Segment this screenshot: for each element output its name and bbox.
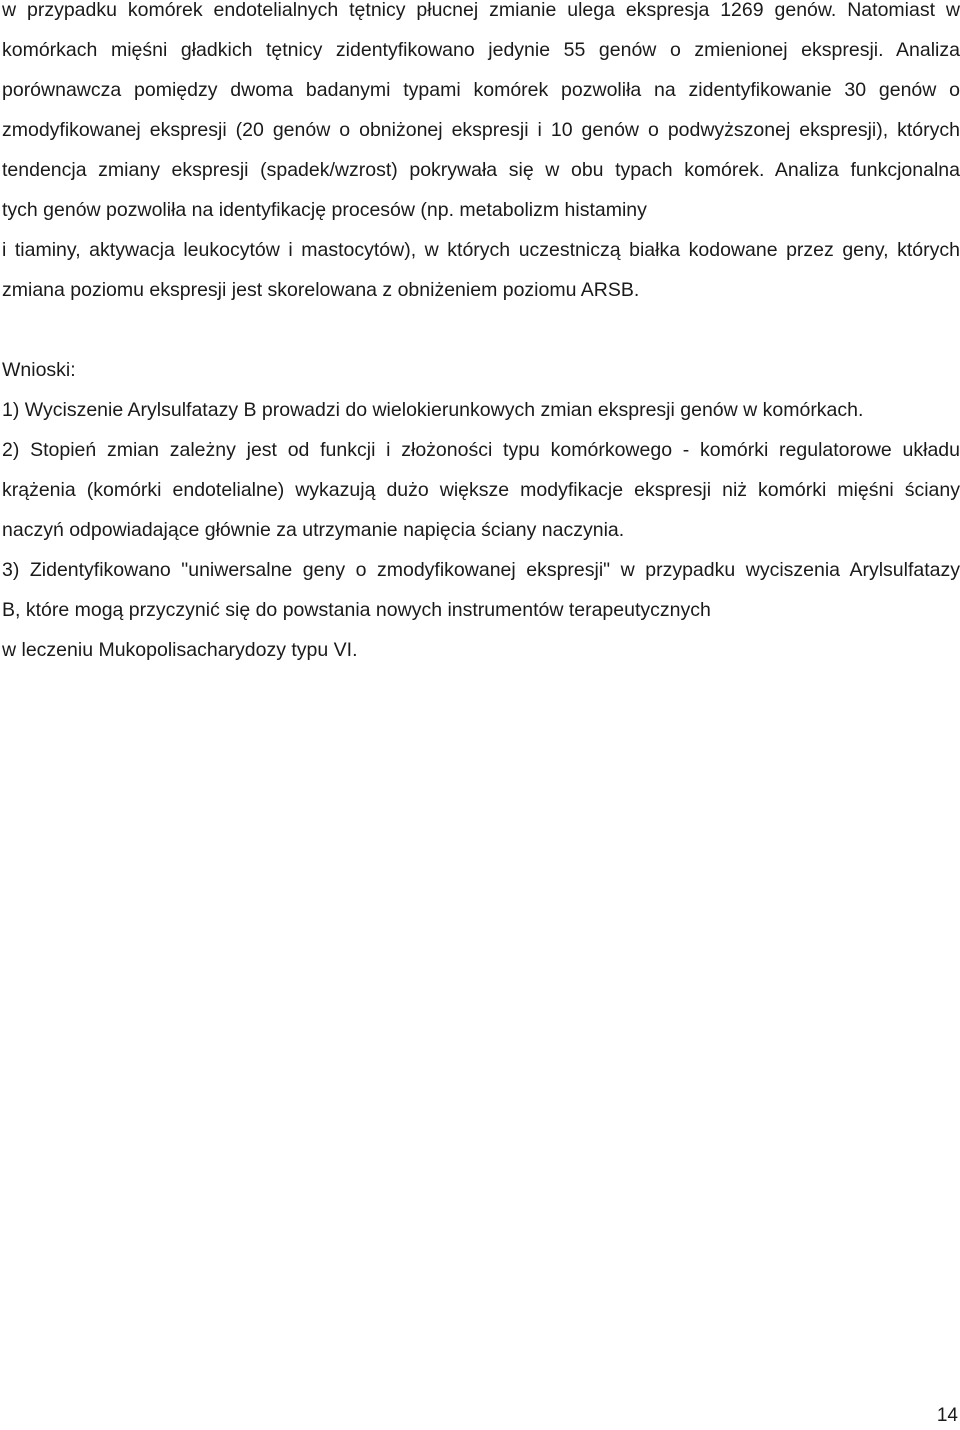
conclusion-line: 2) Stopień zmian zależny jest od funkcji i złożoności typu komórkowego - komórki regulatorowe układu xyxy=(2,439,960,461)
paragraph-line: tych genów pozwoliła na identyfikację procesów (np. metabolizm histaminy xyxy=(2,199,647,221)
paragraph-line: zmiana poziomu ekspresji jest skorelowana z obniżeniem poziomu ARSB. xyxy=(2,279,640,301)
paragraph-line: w przypadku komórek endotelialnych tętnicy płucnej zmianie ulega ekspresja 1269 genów. Natomiast w xyxy=(2,0,960,21)
paragraph-line: i tiaminy, aktywacja leukocytów i mastocytów), w których uczestniczą białka kodowane przez geny, których xyxy=(2,239,960,261)
conclusion-line: 3) Zidentyfikowano "uniwersalne geny o zmodyfikowanej ekspresji" w przypadku wyciszenia Arylsulfatazy xyxy=(2,559,960,581)
page-number: 14 xyxy=(936,1405,958,1426)
conclusion-line: w leczeniu Mukopolisacharydozy typu VI. xyxy=(2,639,358,661)
conclusions-heading: Wnioski: xyxy=(2,359,76,381)
conclusion-line: 1) Wyciszenie Arylsulfatazy B prowadzi do wielokierunkowych zmian ekspresji genów w komórkach. xyxy=(2,399,864,421)
paragraph-line: tendencja zmiany ekspresji (spadek/wzrost) pokrywała się w obu typach komórek. Analiza funkcjonalna xyxy=(2,159,960,181)
paragraph-line: zmodyfikowanej ekspresji (20 genów o obniżonej ekspresji i 10 genów o podwyższonej ekspresji), których xyxy=(2,119,960,141)
conclusion-line: krążenia (komórki endotelialne) wykazują dużo większe modyfikacje ekspresji niż komórki mięśni ściany xyxy=(2,479,960,501)
paragraph-line: komórkach mięśni gładkich tętnicy zidentyfikowano jedynie 55 genów o zmienionej ekspresji. Analiza xyxy=(2,39,960,61)
paragraph-line: porównawcza pomiędzy dwoma badanymi typami komórek pozwoliła na zidentyfikowanie 30 genów o xyxy=(2,79,960,101)
conclusion-line: naczyń odpowiadające głównie za utrzymanie napięcia ściany naczynia. xyxy=(2,519,625,541)
conclusion-line: B, które mogą przyczynić się do powstania nowych instrumentów terapeutycznych xyxy=(2,599,711,621)
